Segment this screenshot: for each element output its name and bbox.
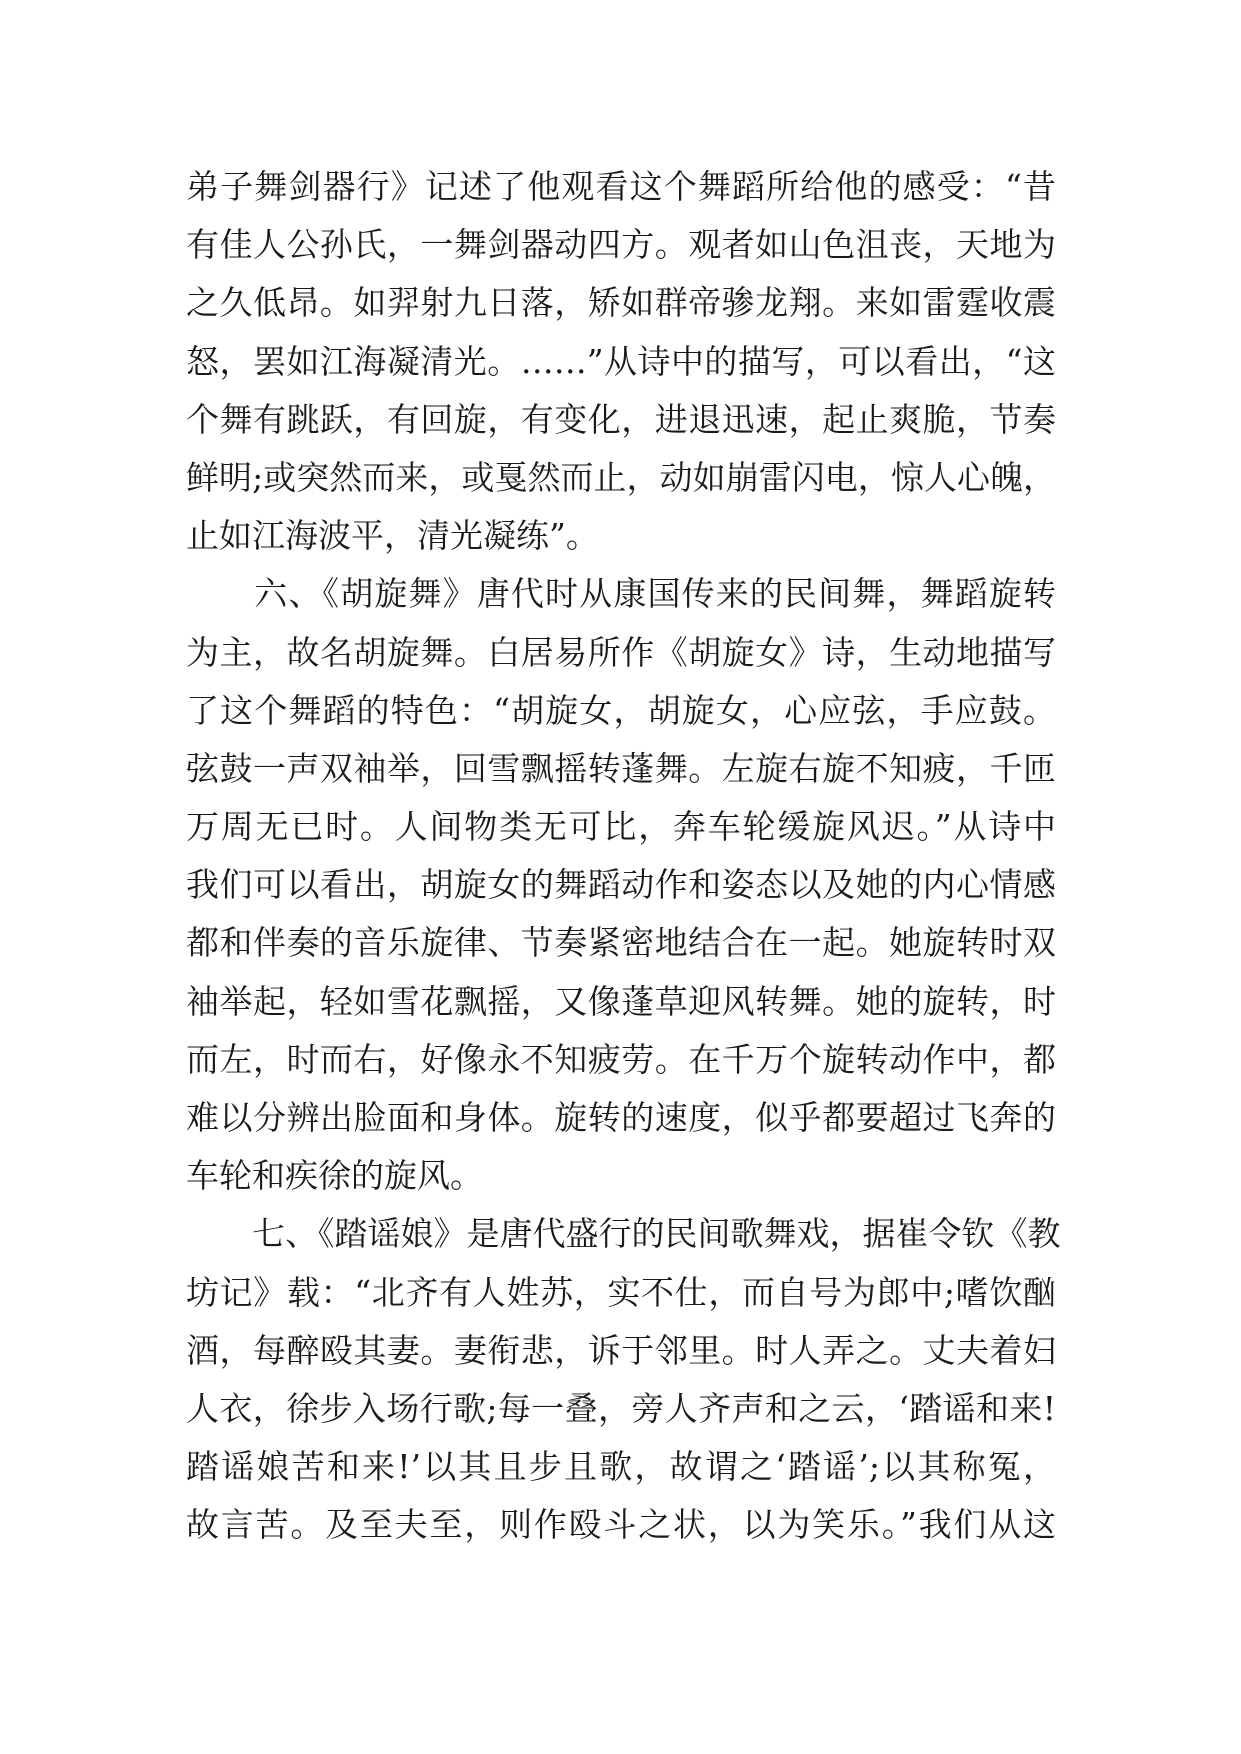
text-line: 我们可以看出，胡旋女的舞蹈动作和姿态以及她的内心情感 [186, 865, 1056, 905]
text-line: 弦鼓一声双袖举，回雪飘摇转蓬舞。左旋右旋不知疲，千匝 [186, 748, 1056, 788]
text-line: 怒，罢如江海凝清光。……”从诗中的描写，可以看出，“这 [186, 341, 1056, 381]
text-line: 弟子舞剑器行》记述了他观看这个舞蹈所给他的感受：“昔 [186, 167, 1056, 206]
text-line: 人衣，徐步入场行歌;每一叠，旁人齐声和之云，‘踏谣和来! [186, 1388, 1056, 1428]
text-line: 车轮和疾徐的旋风。 [186, 1156, 483, 1196]
text-line: 坊记》载：“北齐有人姓苏，实不仕，而自号为郎中;嗜饮酗 [186, 1272, 1056, 1312]
text-line: 了这个舞蹈的特色：“胡旋女，胡旋女，心应弦，手应鼓。 [186, 690, 1056, 730]
text-line: 有佳人公孙氏，一舞剑器动四方。观者如山色沮丧，天地为 [186, 225, 1056, 265]
text-line: 都和伴奏的音乐旋律、节奏紧密地结合在一起。她旋转时双 [186, 923, 1056, 963]
text-line: 为主，故名胡旋舞。白居易所作《胡旋女》诗，生动地描写 [186, 632, 1056, 672]
text-line: 个舞有跳跃，有回旋，有变化，进退迅速，起止爽脆，节奏 [186, 399, 1056, 439]
text-line: 万周无已时。人间物类无可比，奔车轮缓旋风迟。”从诗中 [186, 807, 1056, 847]
text-line: 酒，每醉殴其妻。妻衔悲，诉于邻里。时人弄之。丈夫着妇 [186, 1330, 1056, 1370]
text-line: 难以分辨出脸面和身体。旋转的速度，似乎都要超过飞奔的 [186, 1098, 1056, 1137]
text-line: 故言苦。及至夫至，则作殴斗之状，以为笑乐。”我们从这 [186, 1505, 1056, 1545]
text-line: 袖举起，轻如雪花飘摇，又像蓬草迎风转舞。她的旋转，时 [186, 981, 1056, 1021]
text-line: 鲜明;或突然而来，或戛然而止，动如崩雷闪电，惊人心魄， [186, 457, 1056, 497]
text-line: 止如江海波平，清光凝练”。 [186, 516, 599, 556]
text-line: 之久低昂。如羿射九日落，矫如群帝骖龙翔。来如雷霆收震 [186, 283, 1056, 323]
text-line: 六、《胡旋舞》唐代时从康国传来的民间舞，舞蹈旋转 [186, 574, 1056, 614]
body-text [186, 158, 1061, 1555]
text-line: 而左，时而右，好像永不知疲劳。在千万个旋转动作中，都 [186, 1039, 1056, 1079]
text-line: 七、《踏谣娘》是唐代盛行的民间歌舞戏，据崔令钦《教 [186, 1214, 1061, 1254]
text-line: 踏谣娘苦和来!’以其且步且歌，故谓之‘踏谣’;以其称冤， [186, 1447, 1056, 1487]
